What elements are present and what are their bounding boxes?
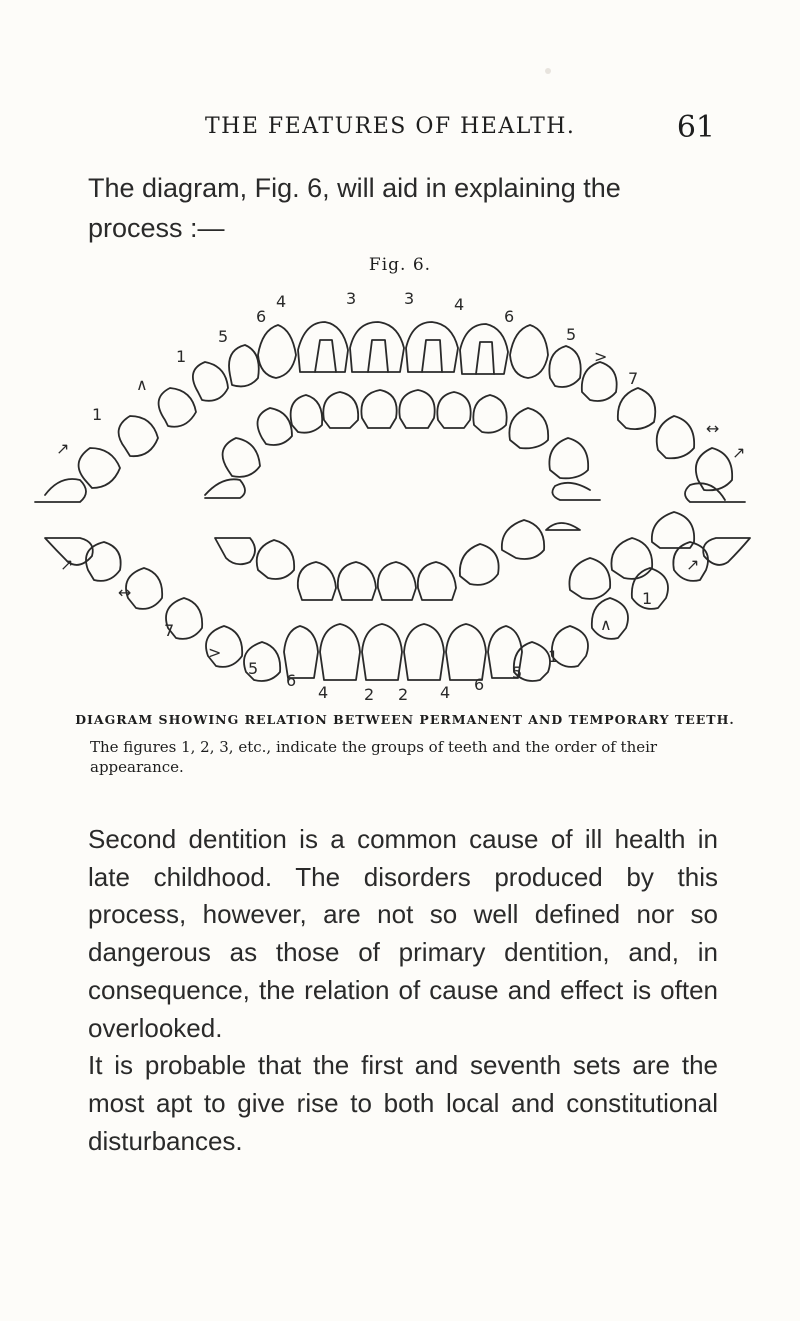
label-lower-6-left: 6 <box>286 671 297 690</box>
figure-label: Fig. 6. <box>368 255 432 275</box>
label-lower-gt: > <box>208 643 222 662</box>
label-upper-4-right: 4 <box>454 295 465 314</box>
label-upper-6-right: 6 <box>504 307 515 326</box>
label-upper-7: 7 <box>628 369 639 388</box>
label-lower-7: 7 <box>164 621 175 640</box>
paragraph-2: It is probable that the first and seventh sets are the most apt to give rise to both local and constitutional disturbances. <box>88 1050 718 1156</box>
label-lower-1-right: 1 <box>548 647 559 666</box>
running-head <box>205 110 715 150</box>
label-upper-8-left: ↗ <box>56 439 70 458</box>
label-upper-v: ∧ <box>136 375 148 394</box>
label-lower-4-left: 4 <box>318 683 329 700</box>
label-lower-4-right: 4 <box>440 683 451 700</box>
tooth-group-labels <box>56 289 745 700</box>
label-upper-5-right: 5 <box>566 325 577 344</box>
running-title: THE FEATURES OF HEALTH. <box>205 114 576 139</box>
label-upper-4-left: 4 <box>276 292 287 311</box>
label-upper-1-far: 1 <box>92 405 103 424</box>
intro-paragraph: The diagram, Fig. 6, will aid in explaining the process :— <box>88 173 621 243</box>
label-lower-8-left: ↗ <box>60 555 74 574</box>
label-upper-6-left: 6 <box>256 307 267 326</box>
page-number: 61 <box>676 110 715 145</box>
label-upper-gt: > <box>594 347 608 366</box>
upper-jaw <box>35 322 745 502</box>
body-text <box>88 821 718 1160</box>
label-upper-1-left: 1 <box>176 347 187 366</box>
label-lower-arrow: ↔ <box>118 583 132 602</box>
label-lower-2-right: 2 <box>398 685 409 700</box>
label-upper-3-right: 3 <box>404 289 415 308</box>
label-upper-8-right: ↗ <box>732 443 746 462</box>
figure-caption-body: The figures 1, 2, 3, etc., indicate the groups of teeth and the order of their appearance. <box>90 738 658 776</box>
paper-speck <box>545 68 551 74</box>
label-upper-arrow: ↔ <box>706 419 720 438</box>
figure-caption-title: DIAGRAM SHOWING RELATION BETWEEN PERMANENT AND TEMPORARY TEETH. <box>75 712 735 727</box>
label-upper-5-left: 5 <box>218 327 229 346</box>
label-upper-3-left: 3 <box>346 289 357 308</box>
label-lower-6-right: 6 <box>474 675 485 694</box>
paragraph-1: Second dentition is a common cause of ill health in late childhood. The disorders produced by this process, however, are not so well defined nor so dangerous as those of primary dentition, and, in consequence, the relation of cause and effect is often overlooked. <box>88 824 718 1043</box>
teeth-diagram <box>0 280 800 700</box>
label-lower-v: ∧ <box>600 615 612 634</box>
label-lower-2-left: 2 <box>364 685 375 700</box>
label-lower-5-right: 5 <box>512 663 523 682</box>
label-lower-8-right: ↗ <box>686 555 700 574</box>
label-lower-1-far: 1 <box>642 589 653 608</box>
label-lower-5-left: 5 <box>248 659 259 678</box>
